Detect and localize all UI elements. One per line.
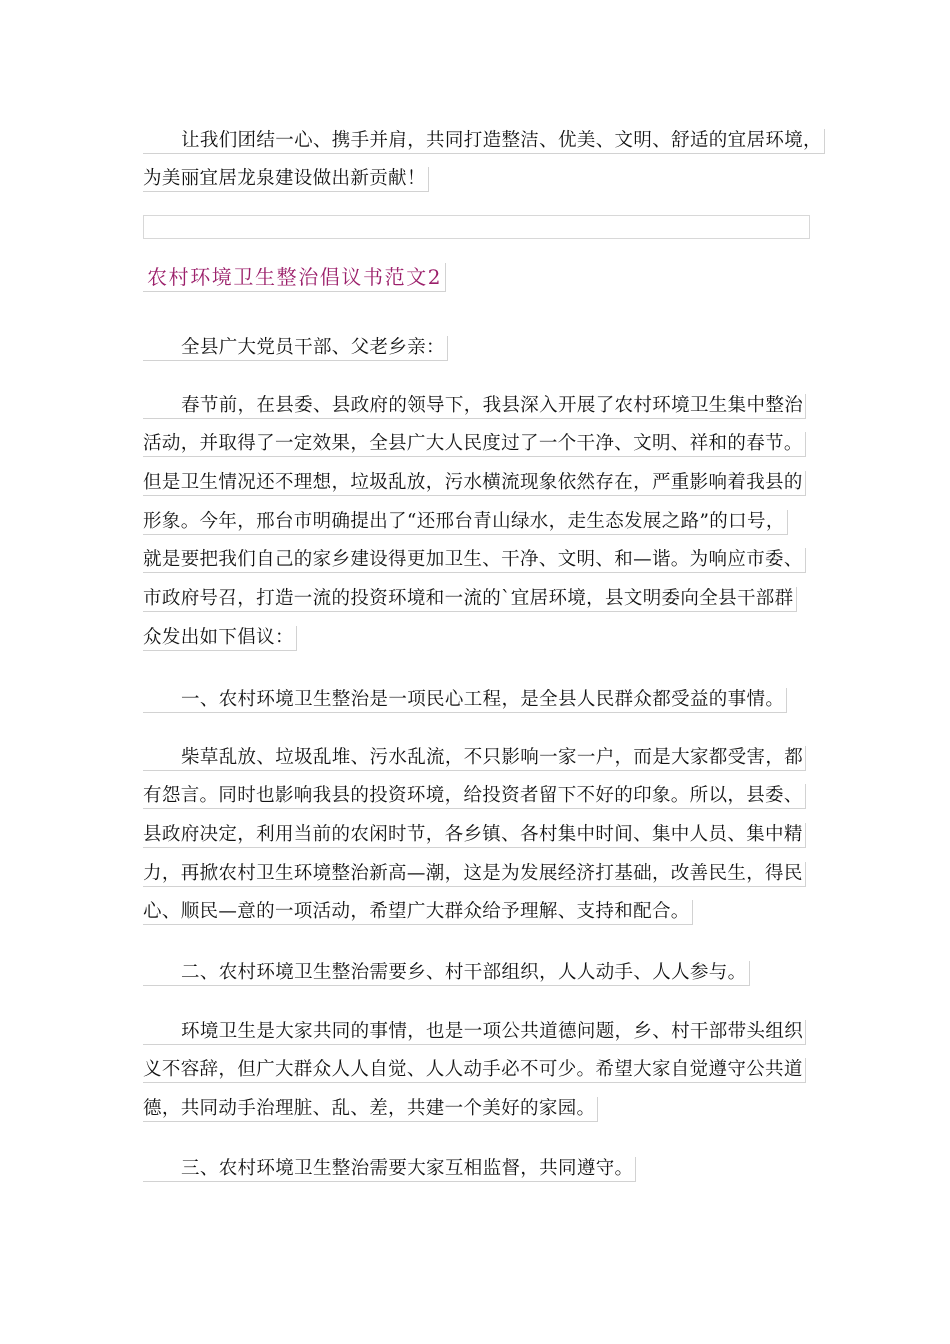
- text-line: 春节前，在县委、县政府的领导下，我县深入开展了农村环境卫生集中整治: [143, 387, 809, 426]
- intro-paragraph: [143, 387, 809, 658]
- text-line: 但是卫生情况还不理想，垃圾乱放，污水横流现象依然存在，严重影响着我县的: [143, 464, 809, 503]
- text-line: 为美丽宜居龙泉建设做出新贡献！: [143, 161, 809, 200]
- text-line: 形象。今年，邢台市明确提出了“还邢台青山绿水，走生态发展之路”的口号，: [143, 503, 809, 542]
- text-line: 活动，并取得了一定效果，全县广大人民度过了一个干净、文明、祥和的春节。: [143, 426, 809, 465]
- section-title: 农村环境卫生整治倡议书范文2: [143, 261, 446, 293]
- text-line: 有怨言。同时也影响我县的投资环境，给投资者留下不好的印象。所以，县委、: [143, 778, 809, 817]
- text-line: 让我们团结一心、携手并肩，共同打造整洁、优美、文明、舒适的宜居环境，: [143, 122, 809, 161]
- paragraph-three: [143, 1013, 809, 1129]
- text-line: 柴草乱放、垃圾乱堆、污水乱流，不只影响一家一户，而是大家都受害，都: [143, 739, 809, 778]
- text-line: 环境卫生是大家共同的事情，也是一项公共道德问题，乡、村干部带头组织: [143, 1013, 809, 1052]
- text-line: 一、农村环境卫生整治是一项民心工程，是全县人民群众都受益的事情。: [143, 681, 809, 720]
- text-line: 就是要把我们自己的家乡建设得更加卫生、干净、文明、和—谐。为响应市委、: [143, 542, 809, 581]
- text-line: 德，共同动手治理脏、乱、差，共建一个美好的家园。: [143, 1090, 809, 1129]
- heading-one: [143, 681, 809, 720]
- greeting-paragraph: [143, 329, 809, 368]
- empty-text-box: [143, 215, 810, 239]
- heading-two: [143, 954, 809, 993]
- paragraph-two: [143, 739, 809, 932]
- closing-paragraph: [143, 122, 822, 199]
- text-line: 市政府号召，打造一流的投资环境和一流的`宜居环境，县文明委向全县干部群: [143, 580, 809, 619]
- text-line: 县政府决定，利用当前的农闲时节，各乡镇、各村集中时间、集中人员、集中精: [143, 816, 809, 855]
- text-line: 心、顺民—意的一项活动，希望广大群众给予理解、支持和配合。: [143, 894, 809, 933]
- heading-three: [143, 1150, 809, 1189]
- text-line: 众发出如下倡议：: [143, 619, 809, 658]
- text-line: 全县广大党员干部、父老乡亲：: [143, 329, 809, 368]
- text-line: 力，再掀农村卫生环境整治新高—潮，这是为发展经济打基础，改善民生，得民: [143, 855, 809, 894]
- text-line: 二、农村环境卫生整治需要乡、村干部组织，人人动手、人人参与。: [143, 954, 809, 993]
- text-line: 三、农村环境卫生整治需要大家互相监督，共同遵守。: [143, 1150, 809, 1189]
- text-line: 义不容辞，但广大群众人人自觉、人人动手必不可少。希望大家自觉遵守公共道: [143, 1052, 809, 1091]
